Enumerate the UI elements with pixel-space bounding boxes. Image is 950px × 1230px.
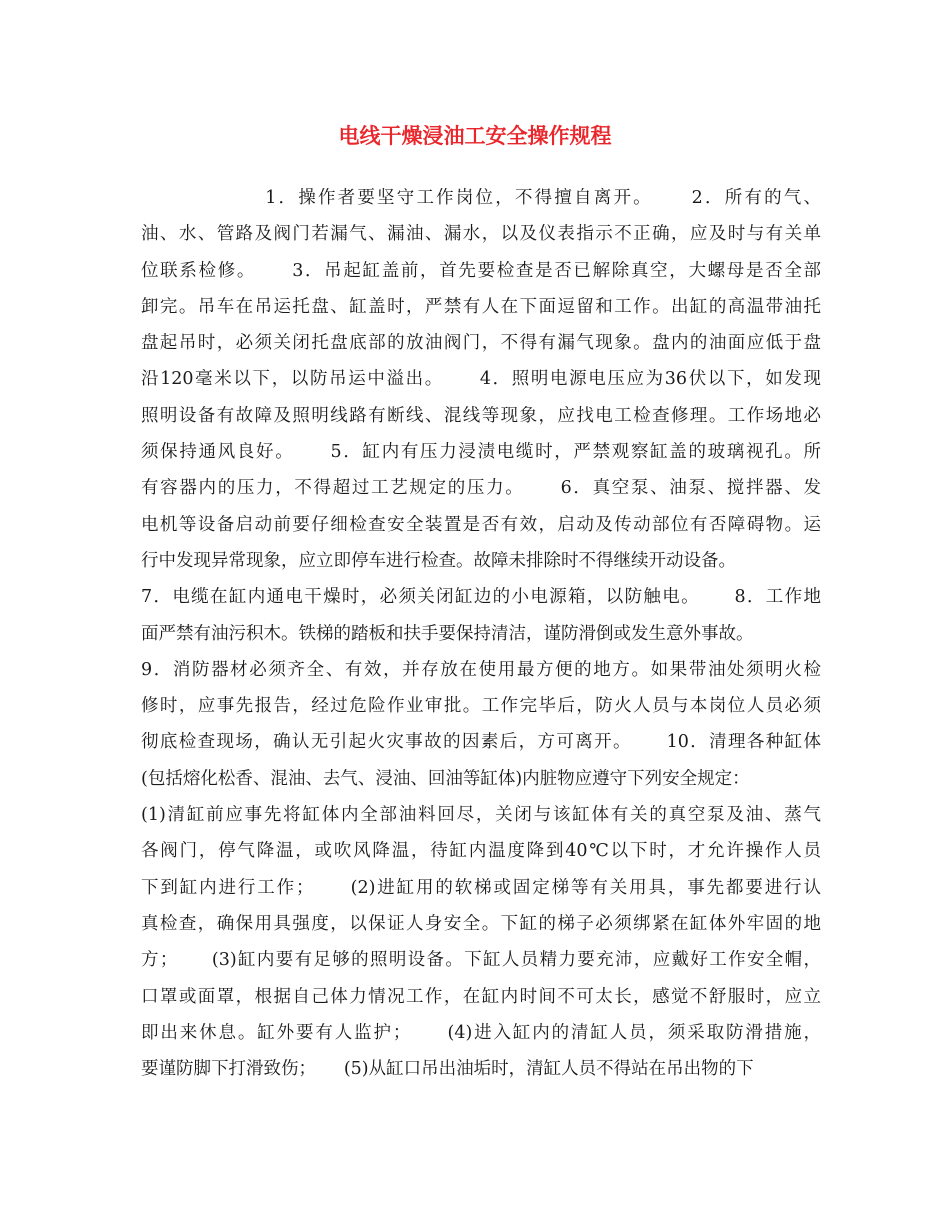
document-title: 电线干燥浸油工安全操作规程 xyxy=(338,123,612,148)
paragraph-line: 1．操作者要坚守工作岗位，不得擅自离开。 2．所有的气、 xyxy=(141,188,821,208)
paragraph-line: 行中发现异常现象，应立即停车进行检查。故障未排除时不得继续开动设备。 xyxy=(141,550,736,571)
paragraph-line: 修时，应事先报告，经过危险作业审批。工作完毕后，防火人员与本岗位人员必须 xyxy=(141,696,821,717)
paragraph-line: 有容器内的压力，不得超过工艺规定的压力。 6．真空泵、油泵、搅拌器、发 xyxy=(141,478,821,499)
paragraph-line: 面严禁有油污积木。铁梯的踏板和扶手要保持清洁，谨防滑倒或发生意外事故。 xyxy=(141,623,754,644)
paragraph-line: 位联系检修。 3．吊起缸盖前，首先要检查是否已解除真空，大螺母是否全部 xyxy=(141,260,821,281)
paragraph-line: 真检查，确保用具强度，以保证人身安全。下缸的梯子必须绑紧在缸体外牢固的地 xyxy=(141,913,821,934)
paragraph-line: 盘起吊时，必须关闭托盘底部的放油阀门，不得有漏气现象。盘内的油面应低于盘 xyxy=(141,333,821,354)
paragraph-line: 照明设备有故障及照明线路有断线、混线等现象，应找电工检查修理。工作场地必 xyxy=(141,405,821,426)
paragraph-line: 方； (3)缸内要有足够的照明设备。下缸人员精力要充沛，应戴好工作安全帽， xyxy=(141,950,821,971)
paragraph-line: 油、水、管路及阀门若漏气、漏油、漏水，以及仪表指示不正确，应及时与有关单 xyxy=(141,224,821,245)
document-body xyxy=(141,180,821,1087)
paragraph-line: (包括熔化松香、混油、去气、浸油、回油等缸体)内脏物应遵守下列安全规定： xyxy=(141,768,750,789)
paragraph-line: 各阀门，停气降温，或吹风降温，待缸内温度降到40℃以下时，才允许操作人员 xyxy=(141,841,821,862)
paragraph-line: 要谨防脚下打滑致伤； (5)从缸口吊出油垢时，清缸人员不得站在吊出物的下 xyxy=(141,1059,754,1080)
paragraph-line: 卸完。吊车在吊运托盘、缸盖时，严禁有人在下面逗留和工作。出缸的高温带油托 xyxy=(141,296,821,317)
paragraph-line: 即出来休息。缸外要有人监护； (4)进入缸内的清缸人员，须采取防滑措施， xyxy=(141,1022,821,1043)
paragraph-line: 口罩或面罩，根据自己体力情况工作，在缸内时间不可太长，感觉不舒服时，应立 xyxy=(141,986,821,1007)
paragraph-line: 7．电缆在缸内通电干燥时，必须关闭缸边的小电源箱，以防触电。 8．工作地 xyxy=(141,587,821,608)
paragraph-line: 9．消防器材必须齐全、有效，并存放在使用最方便的地方。如果带油处须明火检 xyxy=(141,659,821,680)
paragraph-line: 彻底检查现场，确认无引起火灾事故的因素后，方可离开。 10．清理各种缸体 xyxy=(141,732,821,753)
paragraph-line: 电机等设备启动前要仔细检查安全装置是否有效，启动及传动部位有否障碍物。运 xyxy=(141,514,821,535)
paragraph-line: (1)清缸前应事先将缸体内全部油料回尽，关闭与该缸体有关的真空泵及油、蒸气 xyxy=(141,805,821,826)
paragraph-line: 沿120毫米以下，以防吊运中溢出。 4．照明电源电压应为36伏以下，如发现 xyxy=(141,369,821,390)
paragraph-line: 下到缸内进行工作； (2)进缸用的软梯或固定梯等有关用具，事先都要进行认 xyxy=(141,877,821,898)
paragraph-line: 须保持通风良好。 5．缸内有压力浸渍电缆时，严禁观察缸盖的玻璃视孔。所 xyxy=(141,442,821,463)
